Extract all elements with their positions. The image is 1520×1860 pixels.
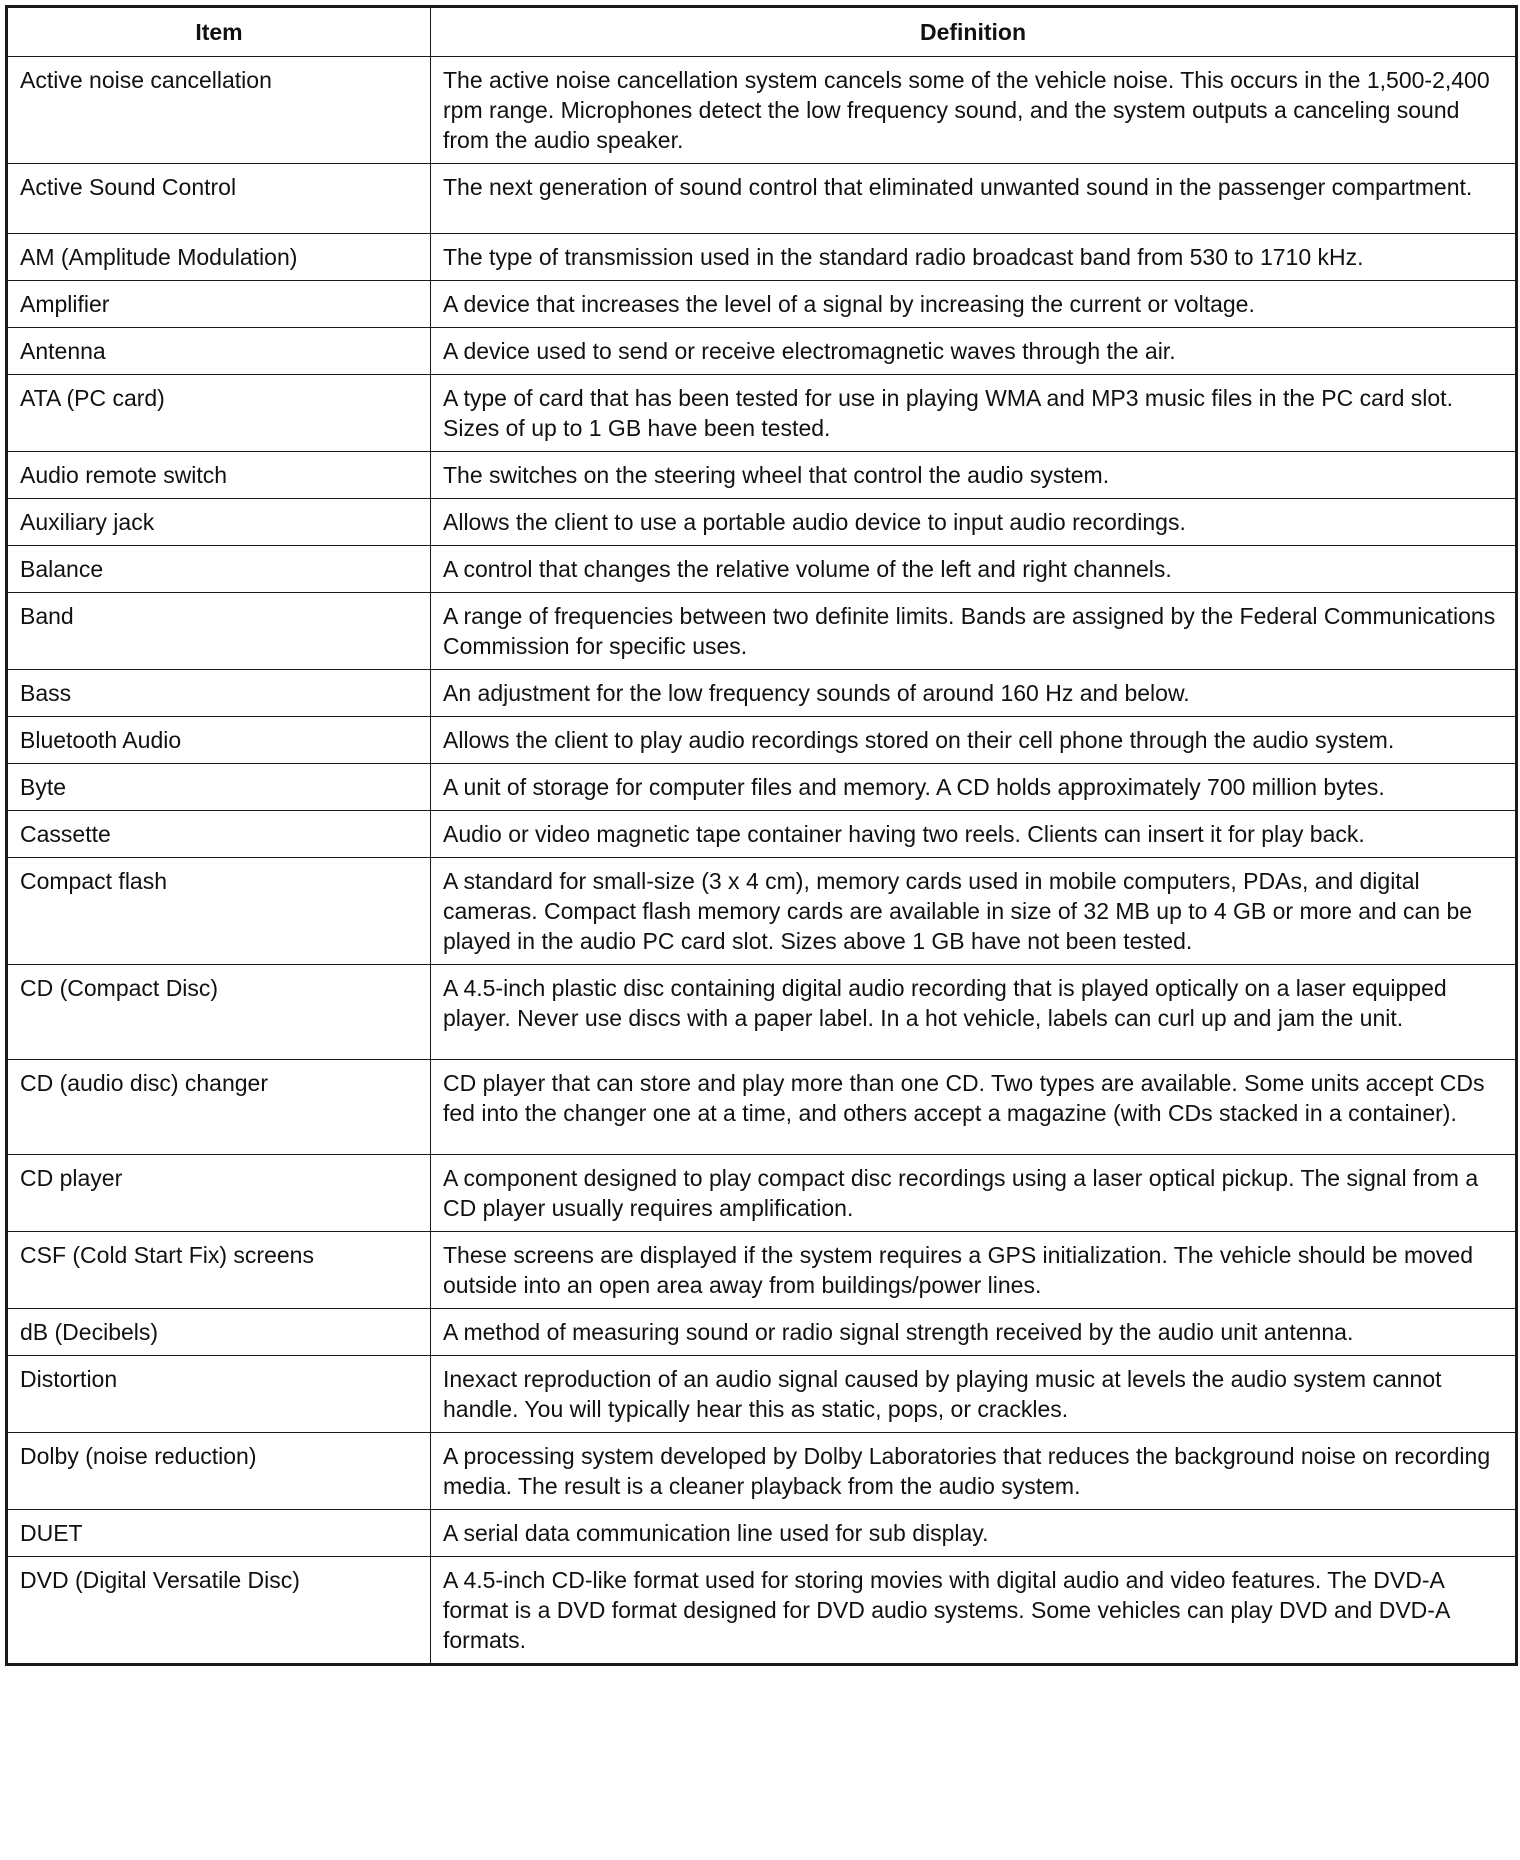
item-cell: DVD (Digital Versatile Disc): [7, 1557, 431, 1665]
definition-cell: A processing system developed by Dolby Laboratories that reduces the background noise on recording media. The result is a cleaner playback from the audio system.: [431, 1433, 1517, 1510]
item-cell: Balance: [7, 546, 431, 593]
table-row: [7, 234, 1517, 281]
definition-cell: A component designed to play compact disc recordings using a laser optical pickup. The signal from a CD player usually requires amplification.: [431, 1155, 1517, 1232]
definition-cell: Inexact reproduction of an audio signal caused by playing music at levels the audio system cannot handle. You will typically hear this as static, pops, or crackles.: [431, 1356, 1517, 1433]
item-cell: Antenna: [7, 328, 431, 375]
table-row: [7, 1232, 1517, 1309]
item-cell: Active Sound Control: [7, 164, 431, 234]
definition-cell: A type of card that has been tested for use in playing WMA and MP3 music files in the PC card slot. Sizes of up to 1 GB have been tested.: [431, 375, 1517, 452]
definition-cell: The active noise cancellation system cancels some of the vehicle noise. This occurs in the 1,500-2,400 rpm range. Microphones detect the low frequency sound, and the system outputs a canceling sound from the audio speaker.: [431, 57, 1517, 164]
table-row: [7, 764, 1517, 811]
item-cell: Cassette: [7, 811, 431, 858]
table-row: [7, 811, 1517, 858]
table-row: [7, 452, 1517, 499]
item-cell: Active noise cancellation: [7, 57, 431, 164]
table-row: [7, 375, 1517, 452]
item-cell: CSF (Cold Start Fix) screens: [7, 1232, 431, 1309]
header-row: [7, 7, 1517, 57]
table-row: [7, 1155, 1517, 1232]
definition-cell: A standard for small-size (3 x 4 cm), memory cards used in mobile computers, PDAs, and digital cameras. Compact flash memory cards are available in size of 32 MB up to 4 GB or more and can be played in the audio PC card slot. Sizes above 1 GB have not been tested.: [431, 858, 1517, 965]
definition-cell: A unit of storage for computer files and memory. A CD holds approximately 700 million bytes.: [431, 764, 1517, 811]
glossary-table: [5, 5, 1518, 1666]
definition-cell: A 4.5-inch plastic disc containing digital audio recording that is played optically on a laser equipped player. Never use discs with a paper label. In a hot vehicle, labels can curl up and jam the unit.: [431, 965, 1517, 1060]
item-cell: Distortion: [7, 1356, 431, 1433]
item-cell: CD player: [7, 1155, 431, 1232]
definition-cell: The type of transmission used in the standard radio broadcast band from 530 to 1710 kHz.: [431, 234, 1517, 281]
item-cell: CD (audio disc) changer: [7, 1060, 431, 1155]
item-cell: Amplifier: [7, 281, 431, 328]
table-row: [7, 717, 1517, 764]
definition-cell: Allows the client to use a portable audio device to input audio recordings.: [431, 499, 1517, 546]
table-row: [7, 499, 1517, 546]
item-cell: Byte: [7, 764, 431, 811]
definition-cell: The switches on the steering wheel that control the audio system.: [431, 452, 1517, 499]
definition-cell: A device used to send or receive electromagnetic waves through the air.: [431, 328, 1517, 375]
item-cell: Audio remote switch: [7, 452, 431, 499]
table-row: [7, 1510, 1517, 1557]
table-row: [7, 1557, 1517, 1665]
item-cell: Band: [7, 593, 431, 670]
table-row: [7, 1433, 1517, 1510]
definition-cell: Allows the client to play audio recordings stored on their cell phone through the audio system.: [431, 717, 1517, 764]
table-row: [7, 1309, 1517, 1356]
definition-cell: Audio or video magnetic tape container having two reels. Clients can insert it for play back.: [431, 811, 1517, 858]
item-cell: ATA (PC card): [7, 375, 431, 452]
item-cell: Auxiliary jack: [7, 499, 431, 546]
table-row: [7, 670, 1517, 717]
definition-cell: A range of frequencies between two definite limits. Bands are assigned by the Federal Communications Commission for specific uses.: [431, 593, 1517, 670]
table-row: [7, 1060, 1517, 1155]
table-row: [7, 164, 1517, 234]
definition-cell: A method of measuring sound or radio signal strength received by the audio unit antenna.: [431, 1309, 1517, 1356]
item-cell: DUET: [7, 1510, 431, 1557]
definition-cell: A device that increases the level of a signal by increasing the current or voltage.: [431, 281, 1517, 328]
table-header: [7, 7, 1517, 57]
item-cell: Compact flash: [7, 858, 431, 965]
definition-cell: A 4.5-inch CD-like format used for storing movies with digital audio and video features. The DVD-A format is a DVD format designed for DVD audio systems. Some vehicles can play DVD and DVD-A formats.: [431, 1557, 1517, 1665]
item-cell: AM (Amplitude Modulation): [7, 234, 431, 281]
item-column-header: Item: [7, 7, 431, 57]
table-row: [7, 1356, 1517, 1433]
definition-cell: The next generation of sound control that eliminated unwanted sound in the passenger compartment.: [431, 164, 1517, 234]
definition-cell: CD player that can store and play more than one CD. Two types are available. Some units accept CDs fed into the changer one at a time, and others accept a magazine (with CDs stacked in a container).: [431, 1060, 1517, 1155]
table-row: [7, 281, 1517, 328]
table-row: [7, 328, 1517, 375]
item-cell: Bluetooth Audio: [7, 717, 431, 764]
table-row: [7, 965, 1517, 1060]
item-cell: Dolby (noise reduction): [7, 1433, 431, 1510]
definition-cell: An adjustment for the low frequency sounds of around 160 Hz and below.: [431, 670, 1517, 717]
item-cell: CD (Compact Disc): [7, 965, 431, 1060]
item-cell: Bass: [7, 670, 431, 717]
definition-cell: These screens are displayed if the system requires a GPS initialization. The vehicle should be moved outside into an open area away from buildings/power lines.: [431, 1232, 1517, 1309]
table-row: [7, 858, 1517, 965]
table-body: [7, 57, 1517, 1665]
table-row: [7, 593, 1517, 670]
definition-cell: A control that changes the relative volume of the left and right channels.: [431, 546, 1517, 593]
definition-column-header: Definition: [431, 7, 1517, 57]
definition-cell: A serial data communication line used for sub display.: [431, 1510, 1517, 1557]
table-row: [7, 57, 1517, 164]
table-row: [7, 546, 1517, 593]
item-cell: dB (Decibels): [7, 1309, 431, 1356]
